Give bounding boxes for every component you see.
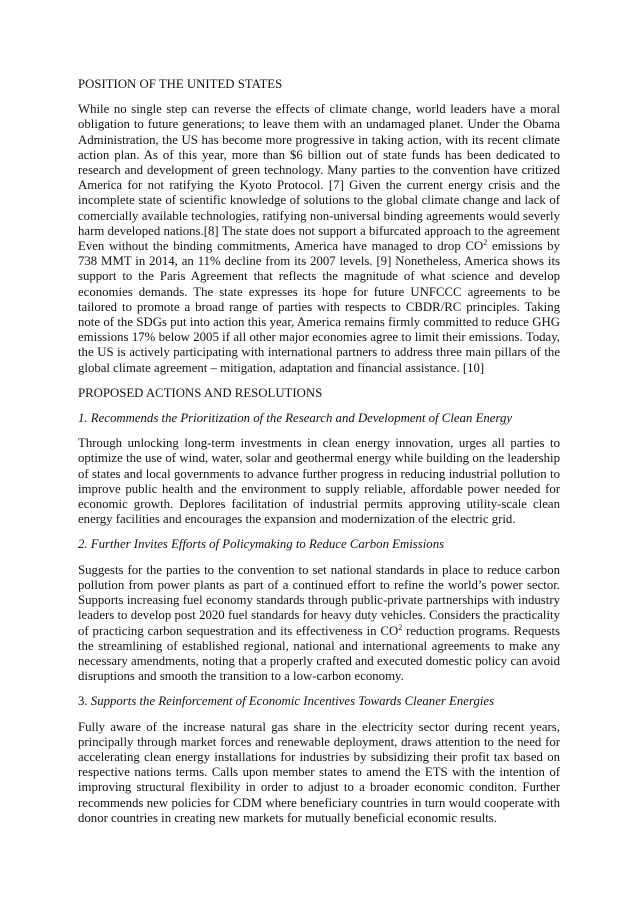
item1-title: 1. Recommends the Prioritization of the Research and Development of Clean Energy xyxy=(78,411,513,426)
item3-number: 3. xyxy=(78,694,91,709)
item2-title: 2. Further Invites Efforts of Policymaking to Reduce Carbon Emissions xyxy=(78,537,445,552)
position-text-part2: emissions by 738 MMT in 2014, an 11% decline from its 2007 levels. [9] Nonetheless, America shows its support to the Paris Agreement that reflects the magnitude of what science and develop economies demands. The state expresses its hope for future UNFCCC agreements to be tailored to promote a broad range of parties with respects to CBDR/RC principles. Taking note of the SDGs put into action this year, America remains firmly committed to reduce GHG emissions 17% below 2005 if all other major economies agree to limit their emissions. Today, the US is actively participating with international partners to address three main pillars of the global climate agreement – mitigation, adaptation and financial assistance. [10] xyxy=(78,239,560,375)
co2-subscript-2: 2 xyxy=(398,622,403,632)
item3-title xyxy=(78,694,560,709)
actions-heading: PROPOSED ACTIONS AND RESOLUTIONS xyxy=(78,385,323,400)
position-paragraph xyxy=(78,102,560,376)
item3-body: Fully aware of the increase natural gas share in the electricity sector during recent years, principally through market forces and renewable deployment, draws attention to the need for accelerating clean energy installations for industries by subsidizing their profit tax based on respective nations terms. Calls upon member states to amend the ETS with the intention of improving structural flexibility in order to adjust to a broader economic conditon. Further recommends new policies for CDM where beneficiary countries in turn would cooperate with donor countries in creating new markets for mutually beneficial economic results. xyxy=(78,719,560,825)
position-heading: POSITION OF THE UNITED STATES xyxy=(78,77,283,91)
item2-text-part2: reduction programs. Requests the streamlining of established regional, national and international agreements to make any necessary amendments, noting that a properly crafted and executed domestic policy can avoid disruptions and smooth the transition to a low-carbon economy. xyxy=(78,623,560,684)
item2-text-part1: Suggests for the parties to the convention to set national standards in place to reduce carbon pollution from power plants as part of a continued effort to refine the world’s power sector. Supports increasing fuel economy standards through public-private partnerships with industry leaders to develop post 2020 fuel standards for heavy duty vehicles. Considers the practicality of practicing carbon sequestration and its effectiveness in CO xyxy=(78,562,560,638)
item3-title-text: Supports the Reinforcement of Economic Incentives Towards Cleaner Energies xyxy=(90,694,495,709)
item2-body xyxy=(78,563,560,685)
item1-body: Through unlocking long-term investments in clean energy innovation, urges all parties to optimize the use of wind, water, solar and geothermal energy while building on the leadership of states and local governments to advance further progress in reducing industrial pollution to improve public health and the environment to supply reliable, affordable power needed for economic growth. Deplores facilitation of industrial permits approving utility-scale clean energy facilities and encourages the expansion and modernization of the electric grid. xyxy=(78,436,560,527)
document-content xyxy=(78,77,560,836)
co2-subscript-1: 2 xyxy=(483,238,488,248)
position-text-part1: While no single step can reverse the effects of climate change, world leaders have a moral obligation to future generations; to leave them with an undamaged planet. Under the Obama Administration, the US has become more progressive in taking action, with its recent climate action plan. As of this year, more than $6 billion out of state funds has been dedicated to research and development of green technology. Many parties to the convention have critized America for not ratifying the Kyoto Protocol. [7] Given the current energy crisis and the incomplete state of scientific knowledge of solutions to the global climate change and lack of comercially available technologies, ratifying non-universal binding agreements would severly harm developed nations.[8] The state does not support a bifurcated approach to the agreement Even without the binding commitments, America have managed to drop CO xyxy=(78,102,560,254)
